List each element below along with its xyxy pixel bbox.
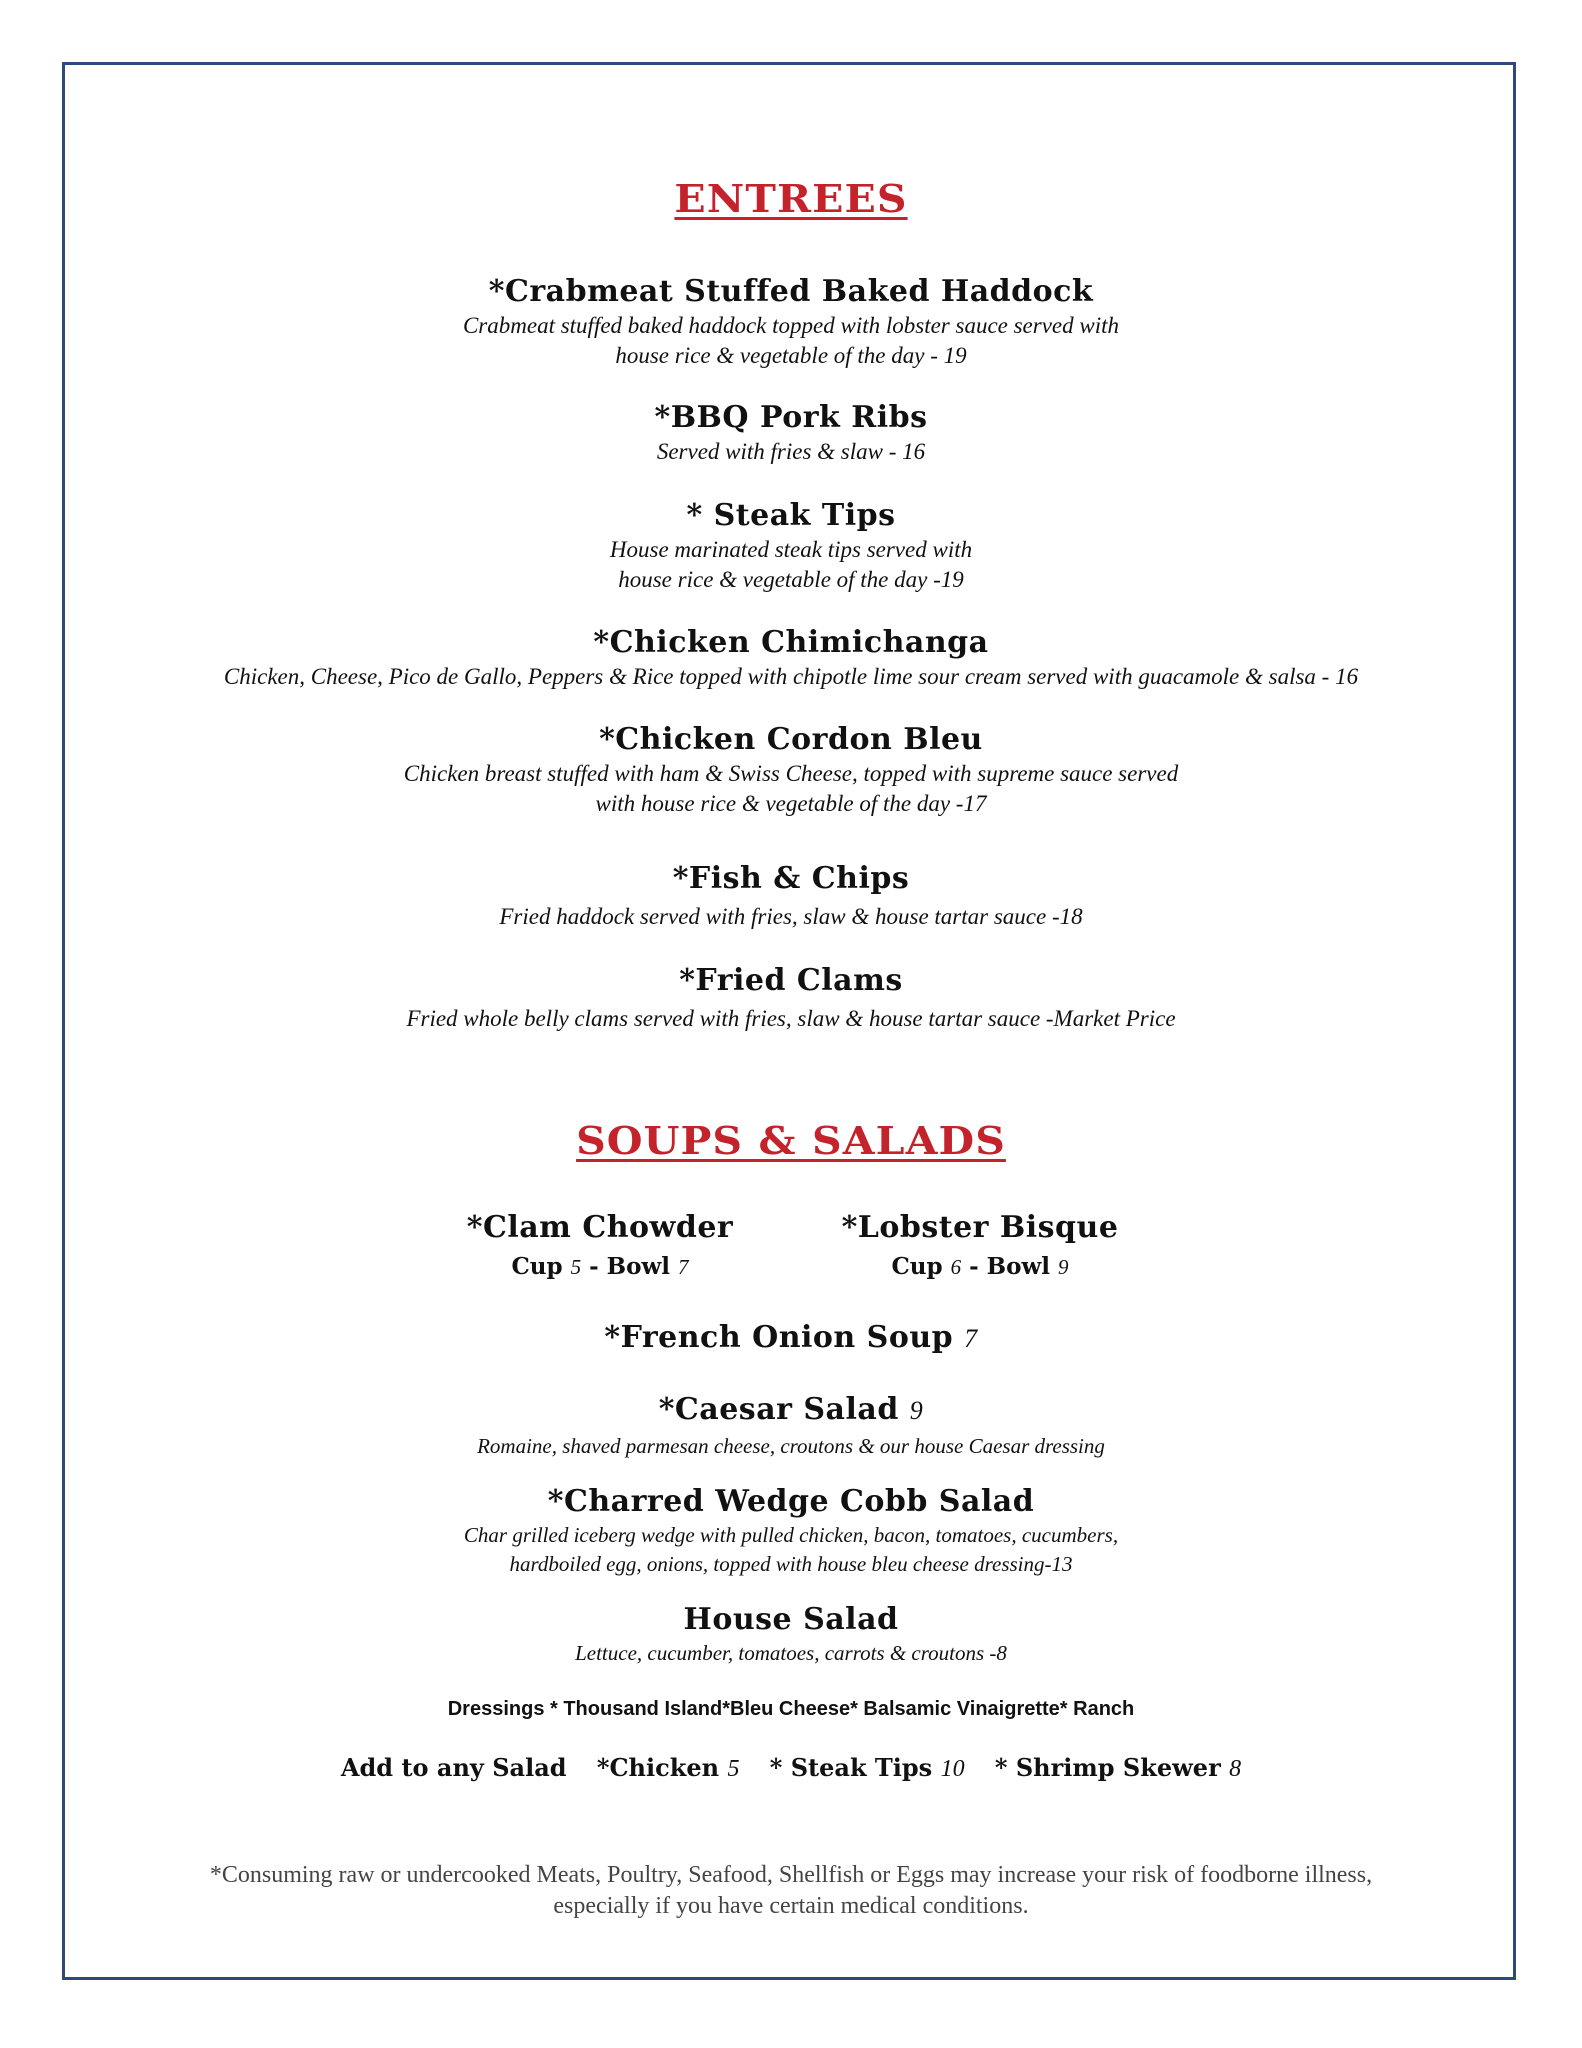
soups-salads-heading: SOUPS & SALADS (576, 1118, 1006, 1163)
cobb-desc-line: Char grilled iceberg wedge with pulled chicken, bacon, tomatoes, cucumbers, (463, 1523, 1119, 1547)
entree-desc-line: Fried haddock served with fries, slaw & house tartar sauce -18 (499, 904, 1083, 929)
addon-price: 10 (940, 1756, 965, 1782)
soup-sizes (790, 1252, 1170, 1282)
entree-desc-line: house rice & vegetable of the day -19 (618, 567, 964, 592)
addon-price: 5 (727, 1756, 740, 1782)
soup-name: *Lobster Bisque (841, 1210, 1119, 1245)
entree-desc-line: Fried whole belly clams served with fries, slaw & house tartar sauce -Market Price (406, 1006, 1176, 1031)
bowl-price: 9 (1058, 1255, 1069, 1279)
house-salad-name: House Salad (683, 1602, 899, 1637)
caesar-desc: Romaine, shaved parmesan cheese, croutons & our house Caesar dressing (477, 1434, 1105, 1458)
bowl-label: - Bowl (589, 1253, 670, 1280)
entree-name-bbq-ribs: *BBQ Pork Ribs (654, 400, 928, 435)
entree-desc-line: Chicken, Cheese, Pico de Gallo, Peppers & Rice topped with chipotle lime sour cream served with guacamole & salsa - 16 (223, 664, 1359, 689)
entrees-heading: ENTREES (674, 176, 908, 221)
entree-name-cordon-bleu: *Chicken Cordon Bleu (599, 722, 983, 757)
cup-price: 6 (950, 1255, 962, 1279)
cobb-desc-line: hardboiled egg, onions, topped with house bleu cheese dressing-13 (509, 1552, 1073, 1576)
caesar-salad (0, 1392, 1582, 1429)
dressings-list: Dressings * Thousand Island*Bleu Cheese* Balsamic Vinaigrette* Ranch (447, 1698, 1135, 1720)
addon-price: 8 (1229, 1756, 1242, 1782)
soup-lobster-bisque (790, 1210, 1170, 1282)
entree-name-fish-chips: *Fish & Chips (672, 861, 910, 896)
addons-label: Add to any Salad (340, 1753, 567, 1782)
item-price: 9 (909, 1396, 924, 1425)
item-price: 7 (964, 1324, 978, 1353)
house-salad-desc: Lettuce, cucumber, tomatoes, carrots & croutons -8 (575, 1641, 1007, 1665)
entree-name-steak-tips: * Steak Tips (686, 498, 896, 533)
addon-name: * Steak Tips (769, 1753, 933, 1782)
soup-sizes (410, 1252, 790, 1282)
entree-name-fried-clams: *Fried Clams (679, 963, 903, 998)
cup-label: Cup (511, 1253, 563, 1280)
entree-desc-line: Served with fries & slaw - 16 (656, 439, 926, 464)
soup-clam-chowder (410, 1210, 790, 1282)
disclaimer-line: *Consuming raw or undercooked Meats, Poultry, Seafood, Shellfish or Eggs may increase your risk of foodborne illness, (209, 1862, 1373, 1888)
salad-addons (0, 1752, 1582, 1785)
entree-desc-line: House marinated steak tips served with (609, 537, 973, 562)
entree-desc-line: Chicken breast stuffed with ham & Swiss Cheese, topped with supreme sauce served (403, 761, 1179, 786)
disclaimer-line: especially if you have certain medical conditions. (553, 1893, 1029, 1919)
cup-label: Cup (891, 1253, 943, 1280)
cup-price: 5 (570, 1255, 582, 1279)
soup-name: *Clam Chowder (466, 1210, 734, 1245)
entree-desc-line: house rice & vegetable of the day - 19 (615, 343, 967, 368)
bowl-price: 7 (678, 1255, 689, 1279)
item-name: *Caesar Salad (658, 1392, 899, 1427)
entree-desc-line: with house rice & vegetable of the day -17 (595, 791, 987, 816)
addon-name: * Shrimp Skewer (994, 1753, 1221, 1782)
entree-name-chimichanga: *Chicken Chimichanga (593, 625, 989, 660)
cobb-salad-name: *Charred Wedge Cobb Salad (547, 1484, 1035, 1519)
entree-name-crabmeat-haddock: *Crabmeat Stuffed Baked Haddock (488, 274, 1094, 309)
addon-name: *Chicken (596, 1753, 720, 1782)
bowl-label: - Bowl (969, 1253, 1050, 1280)
entree-desc-line: Crabmeat stuffed baked haddock topped with lobster sauce served with (462, 313, 1120, 338)
item-name: *French Onion Soup (604, 1320, 954, 1355)
french-onion-soup (0, 1320, 1582, 1357)
